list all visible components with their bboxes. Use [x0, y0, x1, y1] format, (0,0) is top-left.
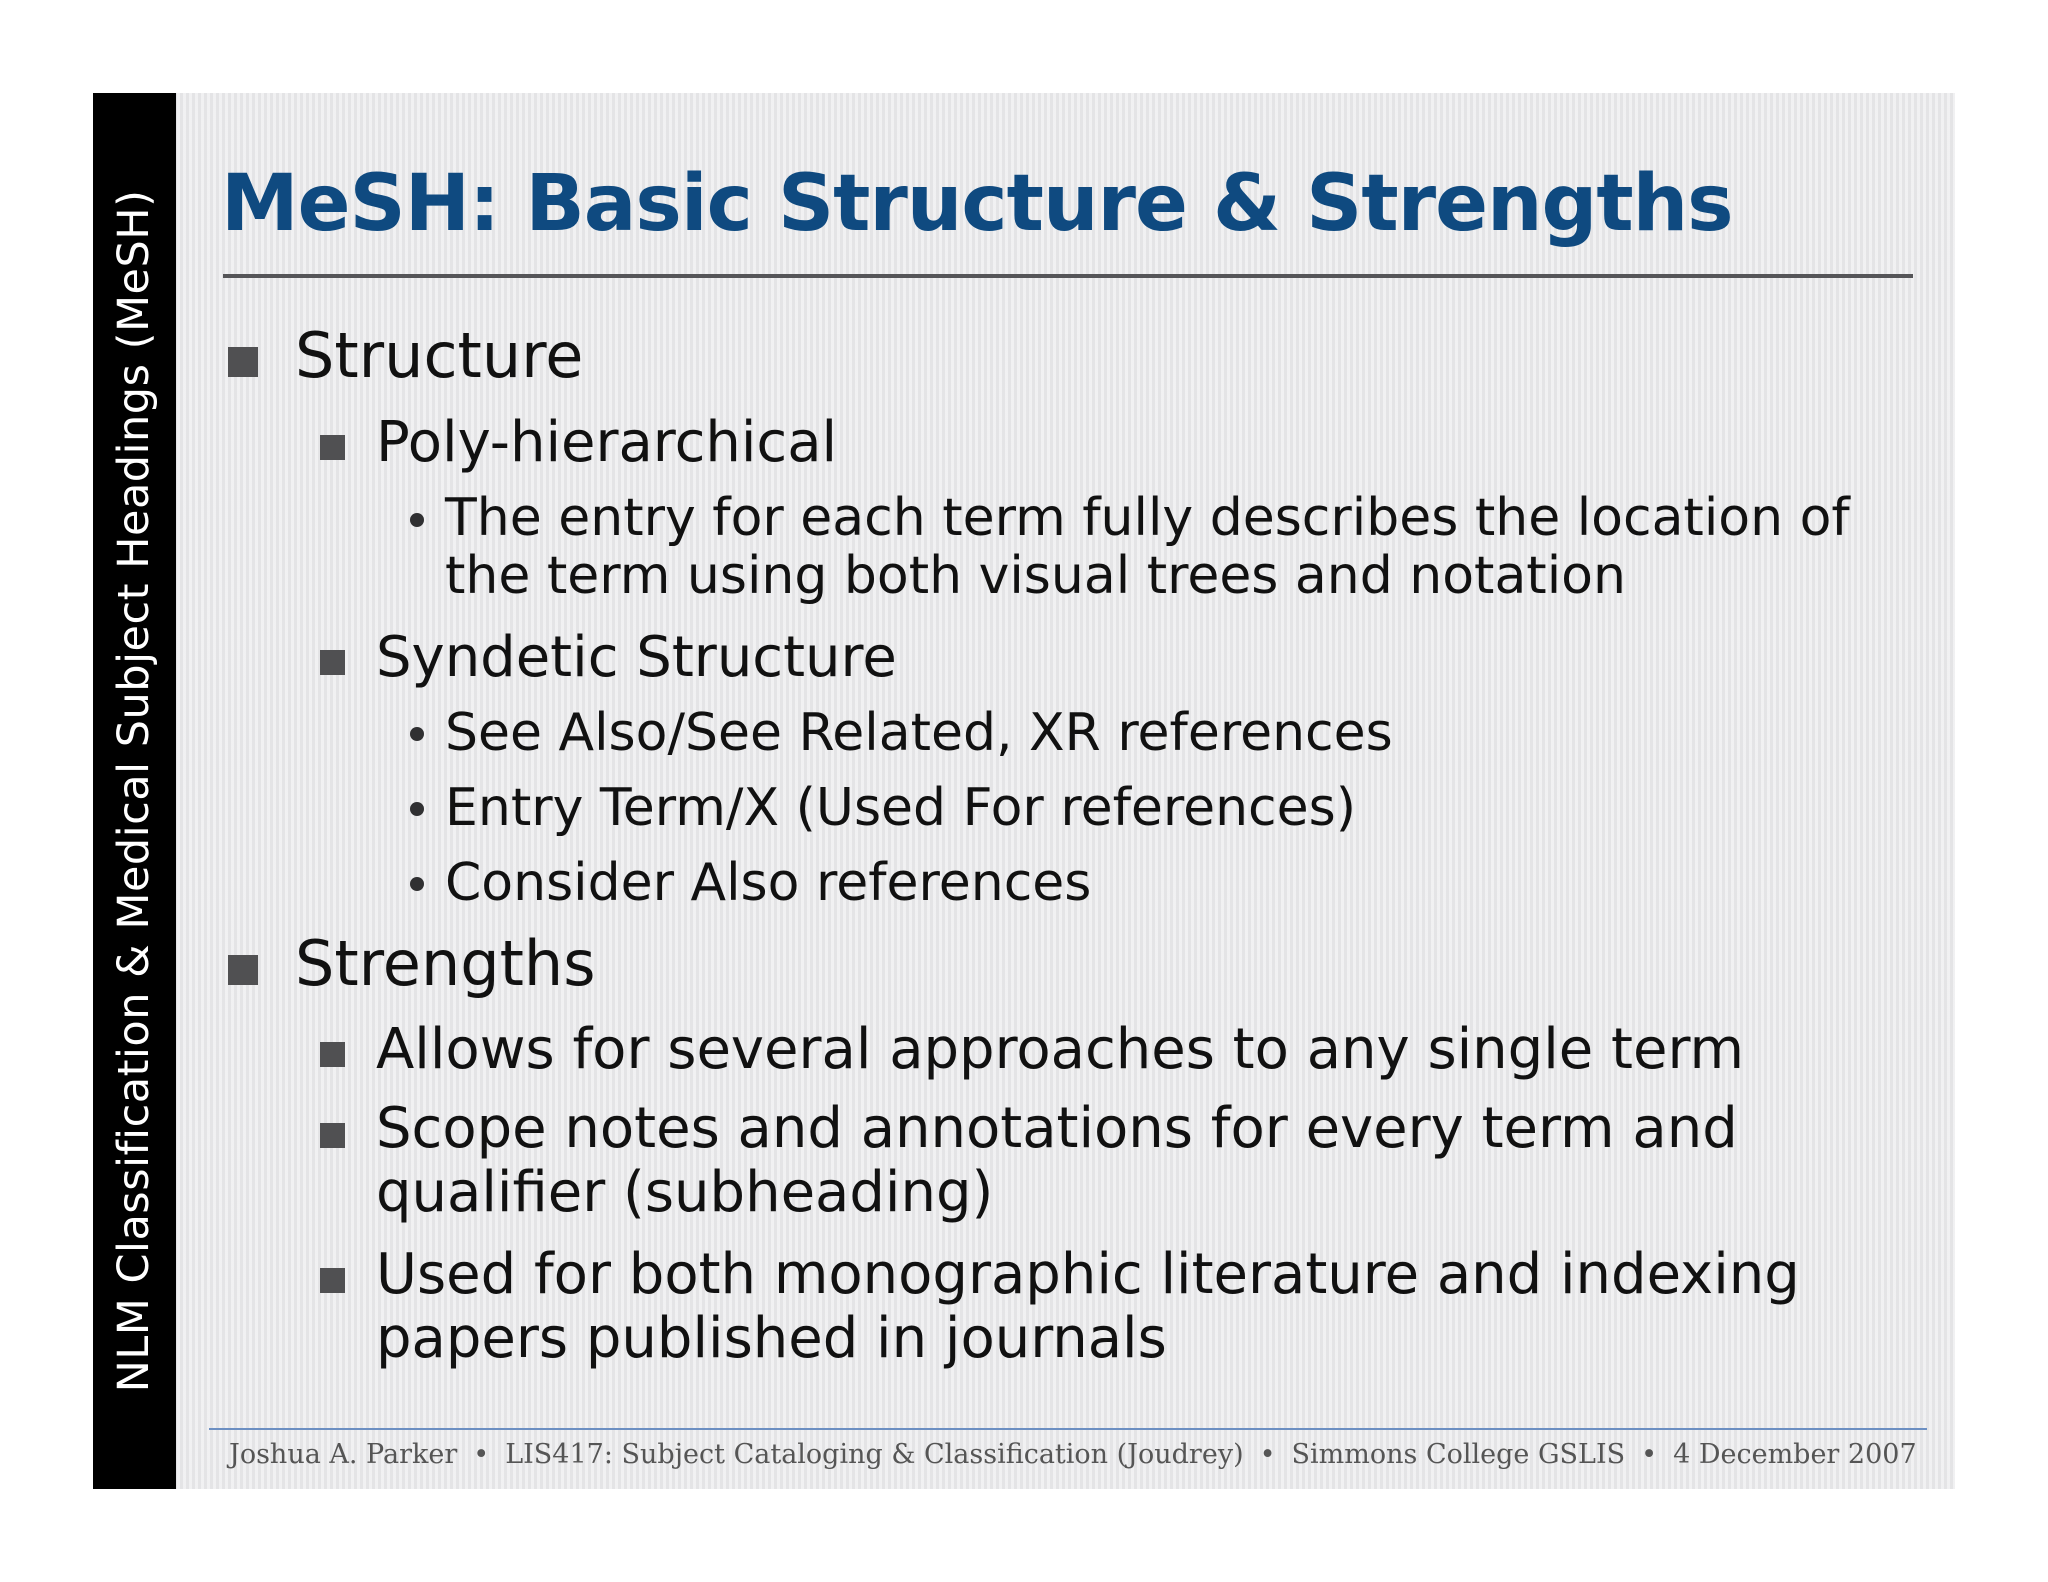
sub-bullet-square-icon	[320, 1268, 345, 1293]
point-dot-icon	[410, 877, 424, 891]
sub-bullet-square-icon	[320, 1123, 345, 1148]
point-dot-icon	[410, 727, 424, 741]
strength-approaches: Allows for several approaches to any single term	[376, 1017, 1745, 1082]
footer-date: 4 December 2007	[1673, 1439, 1917, 1470]
bullet-syndetic-structure: Syndetic Structure	[376, 625, 897, 690]
sub-bullet-square-icon	[320, 435, 345, 460]
point-dot-icon	[410, 513, 424, 527]
point-dot-icon	[410, 802, 424, 816]
point-entry-term: Entry Term/X (Used For references)	[445, 778, 1357, 838]
slide-title: MeSH: Basic Structure & Strengths	[221, 159, 1733, 249]
bullet-poly-hierarchical: Poly-hierarchical	[376, 410, 838, 475]
sub-bullet-square-icon	[320, 1042, 345, 1067]
bullet-square-icon	[228, 955, 258, 985]
bullet-structure: Structure	[295, 319, 584, 392]
slide	[93, 93, 1955, 1489]
strength-monographic: Used for both monographic literature and indexing papers published in journals	[376, 1242, 1800, 1371]
footer-separator: •	[473, 1439, 490, 1470]
point-see-also: See Also/See Related, XR references	[445, 703, 1393, 763]
footer-school: Simmons College GSLIS	[1291, 1439, 1626, 1470]
bullet-strengths: Strengths	[295, 927, 596, 1000]
strength-scope-notes: Scope notes and annotations for every term and qualifier (subheading)	[376, 1096, 1738, 1225]
point-entry-description: The entry for each term fully describes the location of the term using both visual trees and notation	[445, 488, 1850, 606]
point-consider-also: Consider Also references	[445, 853, 1092, 913]
footer-divider	[209, 1428, 1927, 1430]
footer-author: Joshua A. Parker	[229, 1439, 458, 1470]
footer	[229, 1439, 1917, 1470]
slide-body	[93, 93, 1955, 1489]
footer-separator: •	[1259, 1439, 1276, 1470]
footer-course: LIS417: Subject Cataloging & Classification (Joudrey)	[505, 1439, 1244, 1470]
sidebar-title: NLM Classification & Medical Subject Headings (MeSH)	[109, 189, 159, 1393]
sub-bullet-square-icon	[320, 650, 345, 675]
bullet-square-icon	[228, 347, 258, 377]
footer-separator: •	[1641, 1439, 1658, 1470]
